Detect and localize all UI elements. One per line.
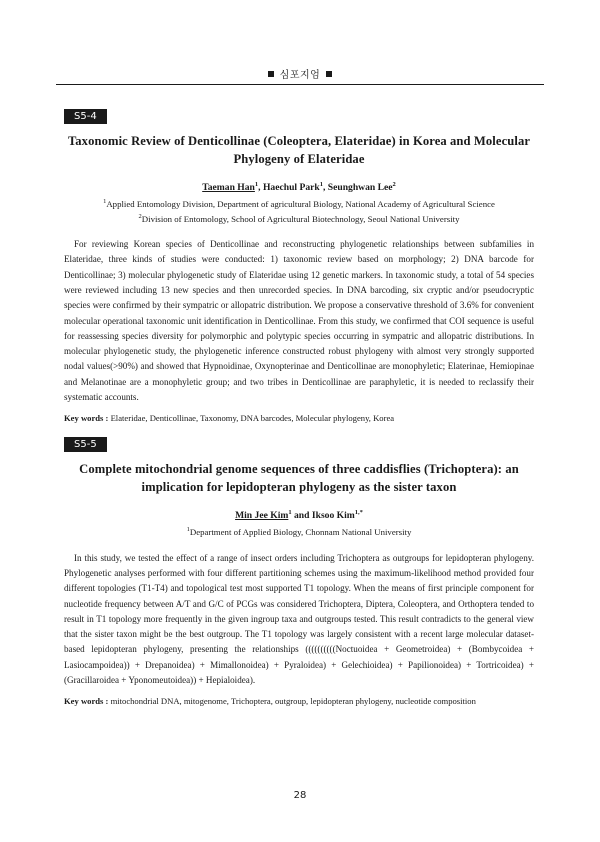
author-name: Taeman Han <box>202 182 255 194</box>
session-badge: S5-4 <box>64 109 107 124</box>
author-affil-mark: 2 <box>392 181 396 188</box>
keywords-label: Key words : <box>64 413 109 424</box>
author-name: Iksoo Kim <box>311 510 355 522</box>
keywords-label: Key words : <box>64 696 109 707</box>
keywords-line <box>64 696 534 706</box>
square-bullet-icon <box>326 71 332 77</box>
affiliation-mark: 2 <box>138 212 142 220</box>
author-affil-mark: 1 <box>319 181 323 188</box>
abstract-body: In this study, we tested the effect of a range of insect orders including Trichoptera as outgroups for lepidopteran phylogeny. Phylogenetic analyses performed with four different partitioning schemes using the maximum-likelihood method provided four different topologies (T1-T4) and topological test most supported T1 topology. When the means of first principle component for nucleotide frequency between A/T and G/C of PCGs was considered Trichoptera, Diptera, Coleoptera, and Orthoptera tended to result in T1 topology more frequently in the given ingroup taxa and outgroups tested. This result contradicts to the general view that the sister taxon might be the best outgroup. The T1 topology was largely consistent with a recent large molecular dataset-based lepidopteran phylogeny, presenting the relationships ((((((((((Noctuoidea + Geometroidea) + (Bombycoidea + Lasiocampoidea)) + Drepanoidea) + Mimallonoidea) + Pyraloidea) + Gelechioidea) + Papilionoidea) + Tortricoidea) + (Gracillaroidea + Yponomeutoidea)) + Hepialoidea). <box>64 552 534 685</box>
author-affil-mark: 1,* <box>354 509 363 516</box>
running-header <box>0 66 600 81</box>
affiliation <box>64 211 534 225</box>
affiliation-mark: 1 <box>103 198 107 206</box>
affiliation-text: Department of Applied Biology, Chonnam National University <box>189 527 412 538</box>
author-list: Taeman Han$^1$, Haechul Park$^1$, Seunghwan Lee$^2$ <box>202 181 396 194</box>
author-name: Haechul Park <box>262 182 320 194</box>
affiliation-text: Division of Entomology, School of Agricultural Biotechnology, Seoul National University <box>141 213 460 224</box>
abstract-body: For reviewing Korean species of Denticollinae and reconstructing phylogenetic relationships between subfamilies in Elateridae, three kinds of studies were conducted: 1) taxonomic review based on morphology; 2) DNA barcode for Denticollinae; 3) molecular phylogenetic study of Elateridae using 12 genetic markers. In taxonomic study, a total of 54 species were reviewed including 13 new species and then unrecorded species. In DNA barcoding, six cryptic and/or pseudocryptic species were confirmed by their sympatric or allopatric distribution. We propose a conservative threshold of 3.6% for convenient molecular operational taxonomic unit identification in Denticollinae. From this study, we confirmed that COI sequence is useful for reassessing species diversity for polymorphic and polytypic species occurring in sympatric and allopatric distributions. In molecular phylogenetic study, the phylogenetic inference constructed robust phylogeny with almost very strongly supported nodal values(>90%) and showed that Hypnoidinae, Oxynopterinae and Denticollinae are monophyletic; Elaterinae, Hemiopinae and Melanotinae are a monophyletic group; and two tribes in Denticollinae are paraphyletic, it is needed to reclassify their systematic accounts. <box>64 239 534 402</box>
author-list: Min Jee Kim$^1$ and Iksoo Kim$^{1,*}$ <box>235 509 363 522</box>
affiliation-text: Applied Entomology Division, Department of agricultural Biology, National Academy of Agricultural Science <box>106 199 495 210</box>
affiliation <box>64 196 534 210</box>
abstract-s5-4 <box>64 106 534 423</box>
author-name: Seunghwan Lee <box>327 182 393 194</box>
square-bullet-icon <box>268 71 274 77</box>
keywords-text: Elateridae, Denticollinae, Taxonomy, DNA barcodes, Molecular phylogeny, Korea <box>110 413 395 424</box>
abstract-s5-5 <box>64 434 534 706</box>
keywords-text: mitochondrial DNA, mitogenome, Trichoptera, outgroup, lepidopteran phylogeny, nucleotide composition <box>110 696 476 707</box>
author-name: Min Jee Kim <box>235 510 289 522</box>
page-number: 28 <box>293 790 307 801</box>
affiliation <box>64 524 534 538</box>
abstract-title: Complete mitochondrial genome sequences of three caddisflies (Trichoptera): an implication for lepidopteran phylogeny as the sister taxon <box>79 462 519 494</box>
author-affil-mark: 1 <box>288 509 292 516</box>
session-badge: S5-5 <box>64 437 107 452</box>
abstract-title: Taxonomic Review of Denticollinae (Coleoptera, Elateridae) in Korea and Molecular Phylogeny of Elateridae <box>67 134 531 166</box>
keywords-line <box>64 413 534 423</box>
affiliation-mark: 1 <box>186 526 190 534</box>
author-affil-mark: 1 <box>254 181 259 188</box>
header-divider <box>56 84 544 85</box>
header-label: 심포지엄 <box>279 70 321 81</box>
